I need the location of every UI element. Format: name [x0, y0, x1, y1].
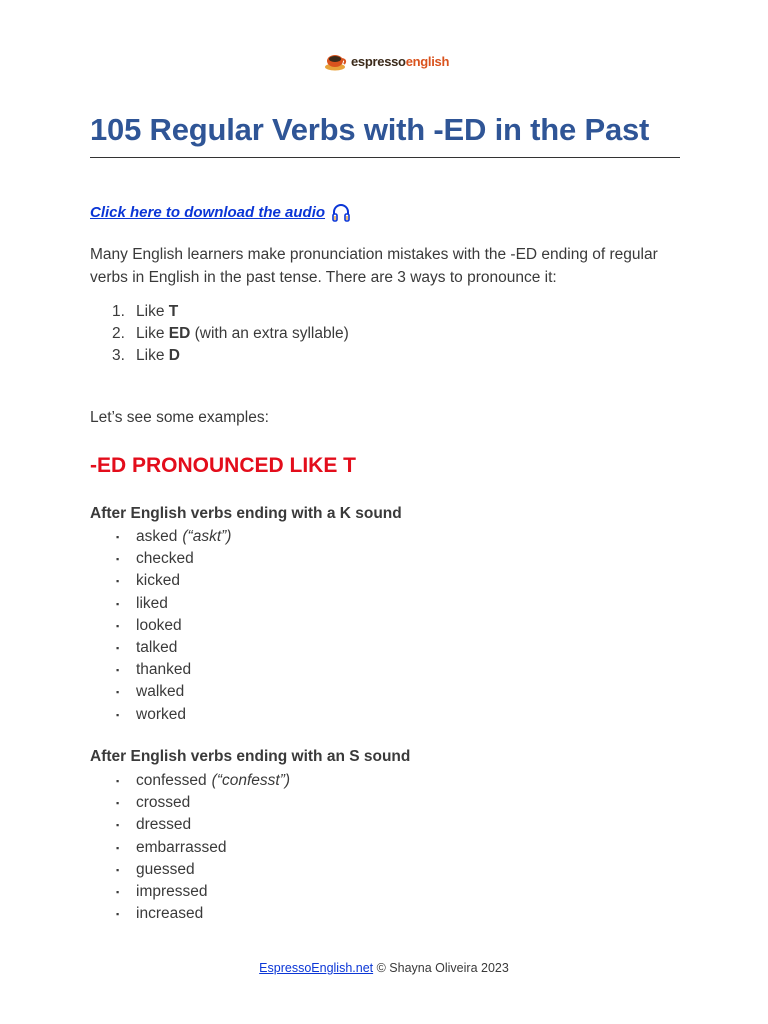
verb-word: worked: [136, 705, 186, 723]
verb-word: liked: [136, 594, 168, 612]
verb-word: embarrassed: [136, 838, 227, 856]
verb-item: [90, 593, 231, 615]
square-bullet-icon: ▪: [116, 709, 120, 720]
verb-item: [90, 548, 231, 570]
verb-item: [90, 770, 290, 792]
square-bullet-icon: ▪: [116, 887, 120, 898]
verb-word: asked: [136, 528, 178, 545]
verb-word: confessed: [136, 772, 207, 789]
group-heading-s-sound: After English verbs ending with an S sound: [90, 748, 411, 765]
way-text: Like T: [136, 303, 179, 320]
verb-word: walked: [136, 683, 185, 701]
verb-item: [90, 792, 290, 814]
footer-site-link[interactable]: EspressoEnglish.net: [259, 961, 374, 975]
square-bullet-icon: ▪: [116, 776, 120, 786]
square-bullet-icon: ▪: [116, 798, 120, 809]
footer-copyright: © Shayna Oliveira 2023: [373, 961, 509, 975]
verb-word: looked: [136, 616, 182, 634]
way-text: Like D: [136, 347, 180, 364]
group-heading-k-sound: After English verbs ending with a K sound: [90, 505, 402, 522]
verb-word: guessed: [136, 860, 195, 878]
title-divider: [90, 157, 680, 158]
download-audio-label: Click here to download the audio: [90, 204, 326, 221]
verb-item: [90, 859, 290, 881]
square-bullet-icon: ▪: [116, 620, 120, 631]
way-sound: T: [168, 303, 179, 320]
way-number: 3.: [112, 347, 125, 364]
verb-item: [90, 903, 290, 925]
verb-word: increased: [136, 905, 204, 923]
examples-intro: Let’s see some examples:: [90, 409, 269, 426]
way-text: Like ED (with an extra syllable): [136, 325, 349, 342]
page-footer: [0, 961, 768, 975]
square-bullet-icon: ▪: [116, 554, 120, 565]
verb-item: [90, 637, 231, 659]
verb-list-s-sound: [90, 770, 290, 925]
way-sound: D: [168, 347, 180, 364]
verb-pronunciation-note: (“confesst”): [211, 772, 291, 789]
verb-item: [90, 681, 231, 703]
way-item: [90, 345, 349, 367]
logo-wordmark: espressoenglish: [351, 53, 450, 69]
verb-word: impressed: [136, 883, 208, 901]
section-heading: -ED PRONOUNCED LIKE T: [90, 454, 357, 477]
verb-item: [90, 615, 231, 637]
way-sound: ED: [168, 325, 191, 342]
verb-item: [90, 881, 290, 903]
espresso-english-logo: [324, 48, 449, 74]
square-bullet-icon: ▪: [116, 687, 120, 698]
square-bullet-icon: ▪: [116, 643, 120, 654]
square-bullet-icon: ▪: [116, 842, 120, 853]
verb-item: [90, 570, 231, 592]
way-number: 1.: [112, 303, 125, 320]
verb-word: kicked: [136, 572, 180, 590]
verb-item: [90, 837, 290, 859]
square-bullet-icon: ▪: [116, 532, 120, 542]
page-title: 105 Regular Verbs with -ED in the Past: [90, 112, 650, 147]
verb-pronunciation-note: (“askt”): [182, 528, 232, 545]
square-bullet-icon: ▪: [116, 820, 120, 831]
verb-item: [90, 704, 231, 726]
intro-paragraph: Many English learners make pronunciation mistakes with the -ED ending of regular verbs in English in the past tense. There are 3 ways to pronounce it:: [90, 246, 658, 286]
verb-item: [90, 659, 231, 681]
square-bullet-icon: ▪: [116, 576, 120, 587]
verb-word: crossed: [136, 794, 191, 812]
verb-item: [90, 814, 290, 836]
verb-word: dressed: [136, 816, 192, 834]
verb-word: talked: [136, 639, 178, 657]
coffee-cup-icon: [324, 50, 348, 72]
square-bullet-icon: ▪: [116, 909, 120, 920]
square-bullet-icon: ▪: [116, 864, 120, 875]
download-audio-link[interactable]: [90, 203, 351, 222]
headphones-icon: [331, 203, 351, 222]
way-number: 2.: [112, 325, 125, 342]
square-bullet-icon: ▪: [116, 665, 120, 676]
way-item: [90, 323, 349, 345]
verb-word: checked: [136, 550, 194, 568]
verb-list-k-sound: [90, 526, 231, 726]
verb-item: [90, 526, 231, 548]
verb-word: thanked: [136, 661, 192, 679]
pronunciation-ways-list: [90, 301, 349, 367]
square-bullet-icon: ▪: [116, 598, 120, 609]
way-item: [90, 301, 349, 323]
